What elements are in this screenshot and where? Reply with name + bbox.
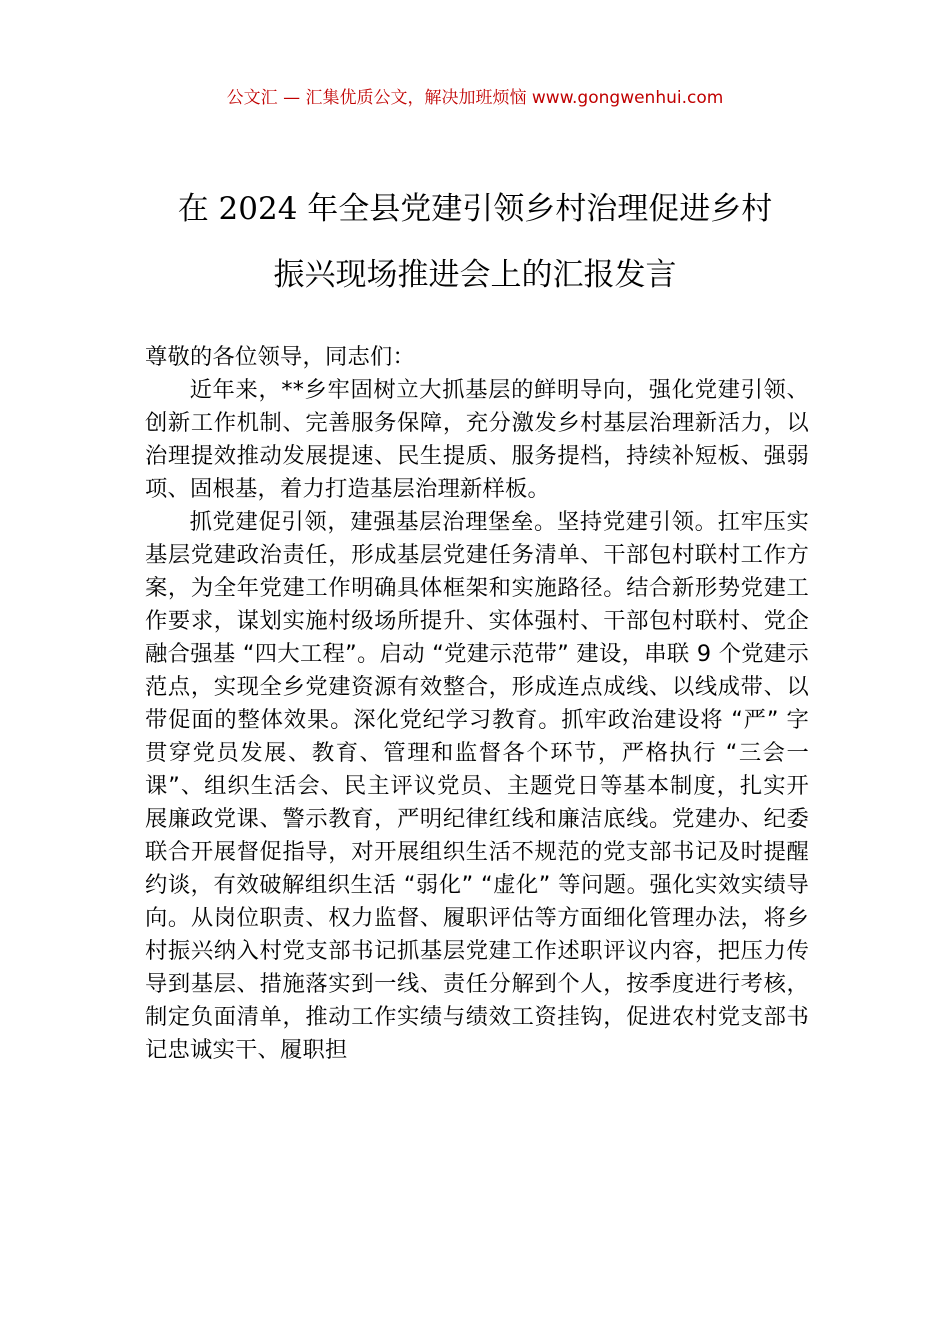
salutation: 尊敬的各位领导，同志们： <box>145 344 415 370</box>
site-banner: 公文汇 — 汇集优质公文，解决加班烦恼 www.gongwenhui.com <box>226 88 724 108</box>
document-body <box>145 341 809 1067</box>
document-title <box>0 176 950 308</box>
title-line-2: 振兴现场推进会上的汇报发言 <box>273 257 677 293</box>
title-line-1: 在 2024 年全县党建引领乡村治理促进乡村 <box>177 191 773 227</box>
paragraph: 近年来，**乡牢固树立大抓基层的鲜明导向，强化党建引领、创新工作机制、完善服务保障，充分激发乡村基层治理新活力，以治理提效推动发展提速、民生提质、服务提档，持续补短板、强弱项、固根基，着力打造基层治理新样板。 <box>145 377 809 502</box>
paragraph: 抓党建促引领，建强基层治理堡垒。坚持党建引领。扛牢压实基层党建政治责任，形成基层党建任务清单、干部包村联村工作方案，为全年党建工作明确具体框架和实施路径。结合新形势党建工作要求，谋划实施村级场所提升、实体强村、干部包村联村、党企融合强基 “四大工程”。启动 “党建示范带” 建设，串联 9 个党建示范点，实现全乡党建资源有效整合，形成连点成线、以线成带、以带促面的整体效果。深化党纪学习教育。抓牢政治建设将 “严” 字贯穿党员发展、教育、管理和监督各个环节，严格执行 “三会一课”、组织生活会、民主评议党员、主题党日等基本制度，扎实开展廉政党课、警示教育，严明纪律红线和廉洁底线。党建办、纪委联合开展督促指导，对开展组织生活不规范的党支部书记及时提醒约谈，有效破解组织生活 “弱化” “虚化” 等问题。强化实效实绩导向。从岗位职责、权力监督、履职评估等方面细化管理办法，将乡村振兴纳入村党支部书记抓基层党建工作述职评议内容，把压力传导到基层、措施落实到一线、责任分解到个人，按季度进行考核，制定负面清单，推动工作实绩与绩效工资挂钩，促进农村党支部书记忠诚实干、履职担 <box>145 509 809 1063</box>
